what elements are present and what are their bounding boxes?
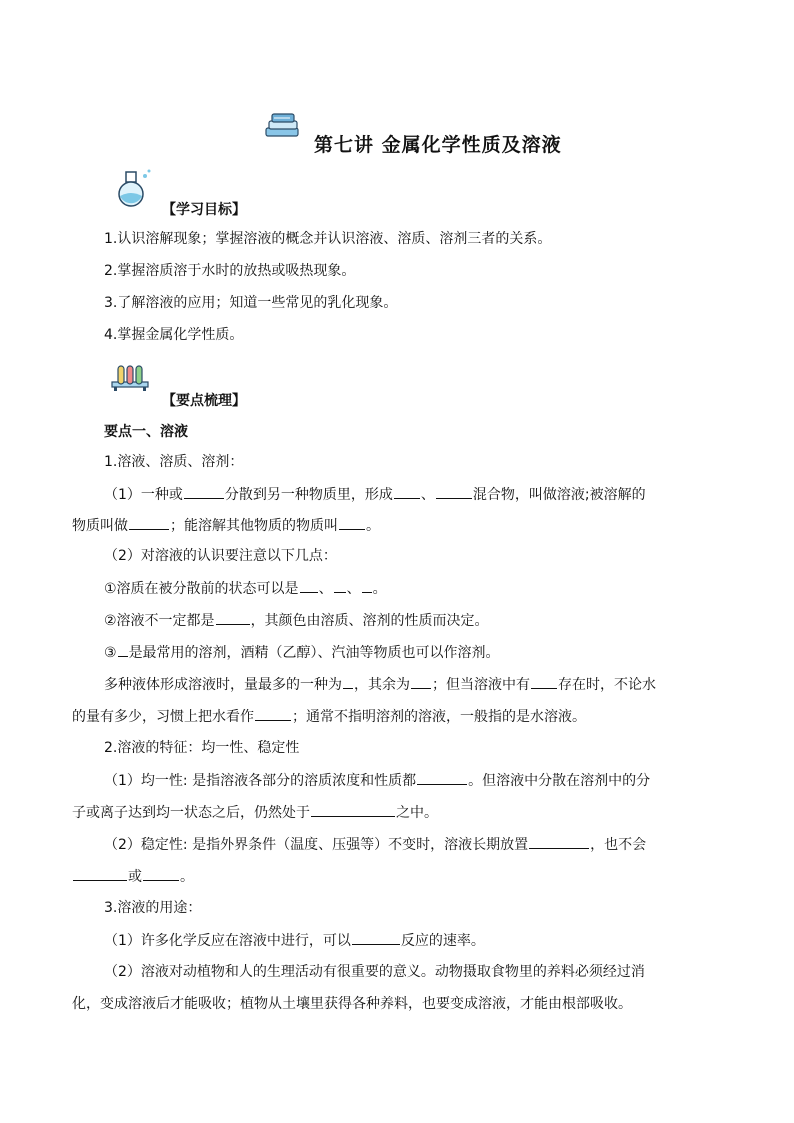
subsection-2: 2.溶液的特征：均一性、稳定性 (104, 740, 300, 756)
paragraph-1-line-2: 物质叫做 ；能溶解其他物质的物质叫 。 (72, 515, 380, 536)
fill-blank[interactable] (311, 802, 395, 817)
fill-blank[interactable] (118, 642, 128, 657)
paragraph-1-line-1: （1）一种或 分散到另一种物质里，形成 、 混合物，叫做溶液;被溶解的 (104, 484, 646, 505)
points-heading: 【要点梳理】 (162, 393, 246, 409)
goal-item-2: 2.掌握溶质溶于水时的放热或吸热现象。 (104, 263, 356, 279)
subsection-1: 1.溶液、溶质、溶剂： (104, 454, 244, 470)
usage-2-line-2: 化，变成溶液后才能吸收；植物从土壤里获得各种养料，也要变成溶液，才能由根部吸收。 (72, 996, 632, 1012)
fill-blank[interactable] (255, 706, 291, 721)
usage-1: （1）许多化学反应在溶液中进行，可以 反应的速率。 (104, 930, 485, 951)
page-title: 第七讲 金属化学性质及溶液 (314, 134, 562, 156)
fill-blank[interactable] (300, 578, 318, 593)
subsection-3: 3.溶液的用途： (104, 900, 202, 916)
fill-blank[interactable] (184, 484, 224, 499)
test-tubes-icon (110, 364, 150, 396)
fill-blank[interactable] (339, 515, 365, 530)
fill-blank[interactable] (436, 484, 472, 499)
fill-blank[interactable] (394, 484, 420, 499)
goals-heading: 【学习目标】 (162, 202, 246, 218)
goal-item-3: 3.了解溶液的应用；知道一些常见的乳化现象。 (104, 295, 398, 311)
note-1: ①溶质在被分散前的状态可以是 、 、 。 (104, 578, 387, 599)
fill-blank[interactable] (411, 674, 431, 689)
mixed-liquids-line-1: 多种液体形成溶液时，量最多的一种为 ，其余为 ；但当溶液中有 存在时，不论水 (104, 674, 656, 695)
paragraph-2: （2）对溶液的认识要注意以下几点： (104, 548, 337, 564)
fill-blank[interactable] (143, 866, 179, 881)
books-icon (262, 110, 302, 144)
fill-blank[interactable] (343, 674, 353, 689)
uniformity-line-2: 子或离子达到均一状态之后，仍然处于 之中。 (72, 802, 438, 823)
note-3: ③ 是最常用的溶剂，酒精（乙醇）、汽油等物质也可以作溶剂。 (104, 642, 500, 663)
goal-item-1: 1.认识溶解现象；掌握溶液的概念并认识溶液、溶质、溶剂三者的关系。 (104, 231, 552, 247)
fill-blank[interactable] (73, 866, 127, 881)
goal-item-4: 4.掌握金属化学性质。 (104, 327, 244, 343)
fill-blank[interactable] (216, 610, 250, 625)
stability-line-1: （2）稳定性: 是指外界条件（温度、压强等）不变时，溶液长期放置 ，也不会 (104, 834, 646, 855)
flask-icon (112, 168, 154, 212)
section-1-heading: 要点一、溶液 (104, 424, 188, 440)
uniformity-line-1: （1）均一性: 是指溶液各部分的溶质浓度和性质都 。但溶液中分散在溶剂中的分 (104, 770, 650, 791)
fill-blank[interactable] (531, 674, 557, 689)
fill-blank[interactable] (352, 930, 400, 945)
fill-blank[interactable] (362, 578, 372, 593)
fill-blank[interactable] (417, 770, 467, 785)
mixed-liquids-line-2: 的量有多少，习惯上把水看作 ；通常不指明溶剂的溶液，一般指的是水溶液。 (72, 706, 586, 727)
fill-blank[interactable] (129, 515, 169, 530)
title-block (262, 108, 682, 156)
fill-blank[interactable] (334, 578, 346, 593)
stability-line-2: 或 。 (72, 866, 194, 887)
usage-2-line-1: （2）溶液对动植物和人的生理活动有很重要的意义。动物摄取食物里的养料必须经过消 (104, 964, 645, 980)
note-2: ②溶液不一定都是 ，其颜色由溶质、溶剂的性质而决定。 (104, 610, 489, 631)
fill-blank[interactable] (529, 834, 589, 849)
